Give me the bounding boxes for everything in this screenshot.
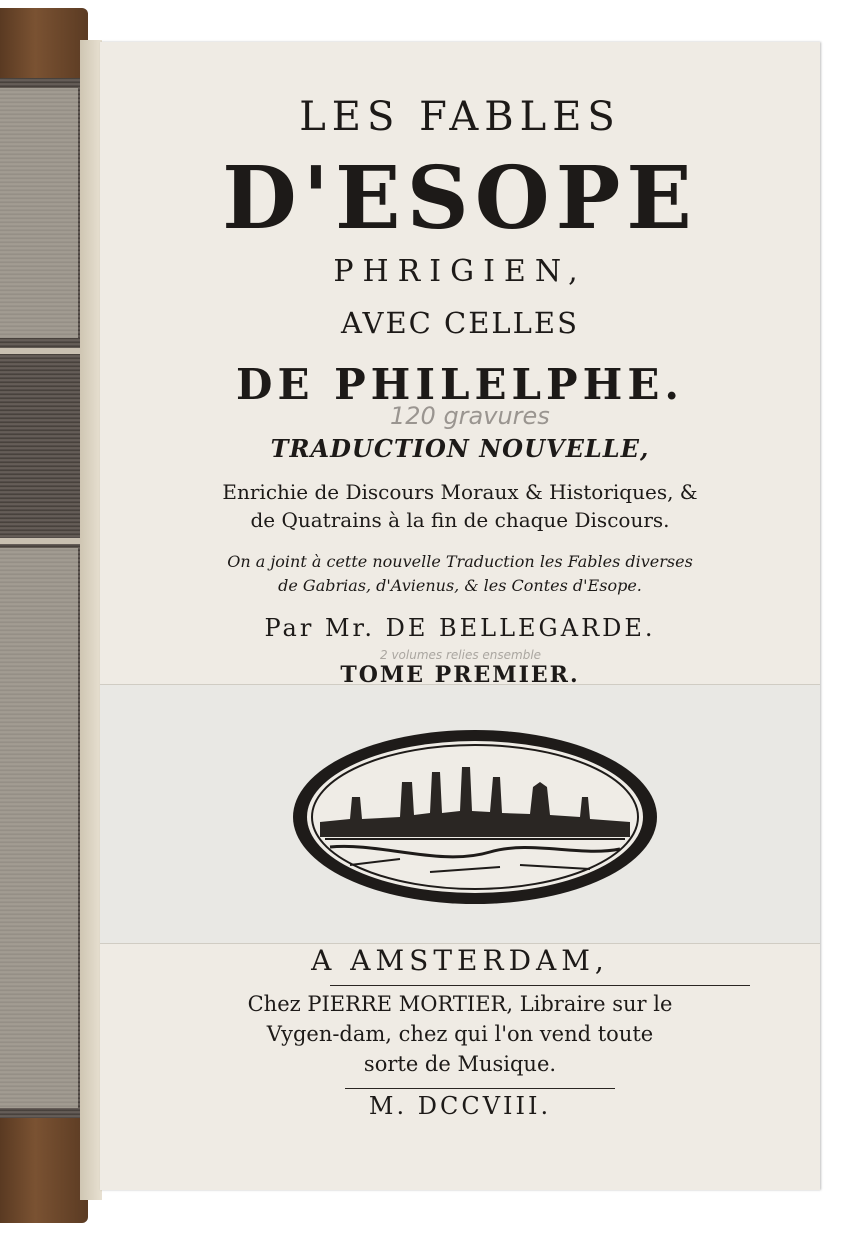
frontispiece-lower-panel [0, 548, 78, 1108]
pencil-annotation: 120 gravures [390, 402, 550, 430]
subtitle-translation: TRADUCTION NOUVELLE, [270, 434, 650, 463]
imprint-place: A AMSTERDAM, [311, 944, 609, 977]
imprint-line-1: Chez PIERRE MORTIER, Libraire sur le [247, 992, 673, 1016]
frontispiece-upper-panel [0, 88, 78, 338]
publication-date: M. DCCVIII. [368, 1092, 552, 1120]
author-line: Par Mr. DE BELLEGARDE. [264, 614, 656, 642]
frontispiece-divider [0, 348, 82, 354]
title-line-4: AVEC CELLES [341, 306, 579, 340]
note-line-2: de Gabrias, d'Avienus, & les Contes d'Esope. [278, 576, 642, 595]
subtitle-line-1: Enrichie de Discours Moraux & Historiques, & [222, 480, 698, 504]
divider-rule [345, 1088, 615, 1089]
note-line-1: On a joint à cette nouvelle Traduction les Fables diverses [227, 552, 693, 571]
title-line-5: DE PHILELPHE. [236, 360, 684, 409]
title-line-3: PHRIGIEN, [333, 254, 587, 289]
city-vignette [290, 727, 660, 907]
divider-rule [330, 985, 750, 986]
imprint-line-3: sorte de Musique. [363, 1052, 557, 1076]
frontispiece-engraving [0, 78, 84, 1118]
title-line-2: D'ESOPE [222, 148, 698, 249]
imprint-line-2: Vygen-dam, chez qui l'on vend toute [266, 1022, 654, 1046]
volume-line: TOME PREMIER. [340, 662, 580, 688]
title-line-1: LES FABLES [299, 94, 621, 140]
subtitle-line-2: de Quatrains à la fin de chaque Discours. [250, 508, 670, 532]
frontispiece-divider [0, 538, 82, 544]
page-edges [80, 40, 102, 1200]
pencil-annotation: 2 volumes relies ensemble [380, 648, 542, 662]
